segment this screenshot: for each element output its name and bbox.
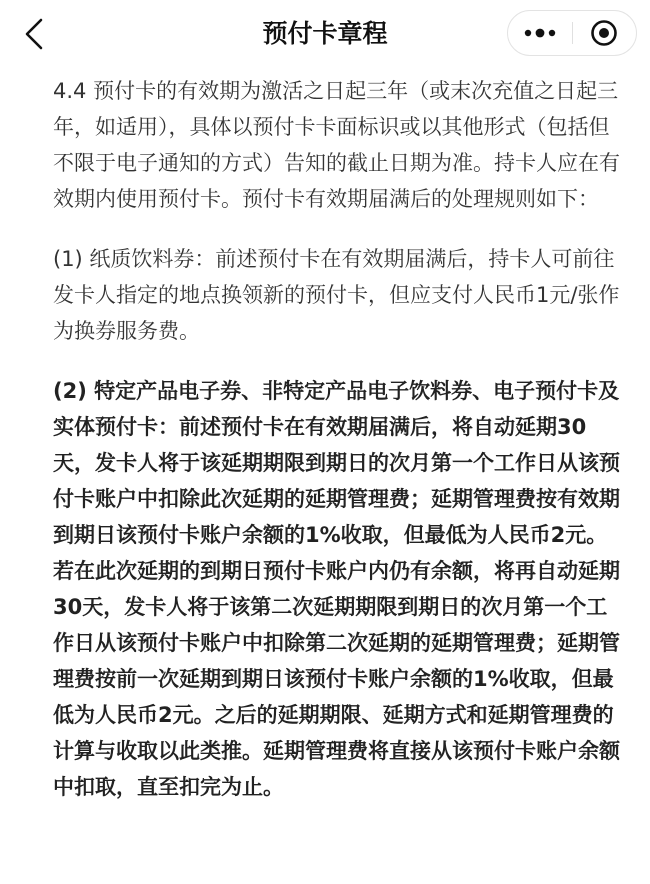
navigation-bar (0, 0, 650, 68)
mini-program-capsule (507, 10, 637, 56)
more-dots-icon (523, 28, 557, 38)
charter-content (53, 73, 625, 805)
target-close-icon (589, 18, 619, 48)
paragraph-paper-voucher: (1) 纸质饮料券：前述预付卡在有效期届满后，持卡人可前往发卡人指定的地点换领新的预付卡，但应支付人民币1元/张作为换券服务费。 (53, 247, 620, 343)
paragraph-electronic-card: (2) 特定产品电子券、非特定产品电子饮料券、电子预付卡及实体预付卡：前述预付卡在有效期届满后，将自动延期30天，发卡人将于该延期期限到期日的次月第一个工作日从该预付卡账户中扣除此次延期的延期管理费；延期管理费按有效期到期日该预付卡账户余额的1%收取，但最低为人民币2元。若在此次延期的到期日预付卡账户内仍有余额，将再自动延期30天，发卡人将于该第二次延期期限到期日的次月第一个工作日从该预付卡账户中扣除第二次延期的延期管理费；延期管理费按前一次延期到期日该预付卡账户余额的1%收取，但最低为人民币2元。之后的延期期限、延期方式和延期管理费的计算与收取以此类推。延期管理费将直接从该预付卡账户余额中扣取，直至扣完为止。 (53, 379, 620, 799)
chevron-left-icon (23, 17, 45, 51)
close-button[interactable] (573, 11, 637, 55)
more-button[interactable] (508, 11, 572, 55)
paragraph-validity: 4.4 预付卡的有效期为激活之日起三年（或末次充值之日起三年，如适用），具体以预付卡卡面标识或以其他形式（包括但不限于电子通知的方式）告知的截止日期为准。持卡人应在有效期内使用预付卡。预付卡有效期届满后的处理规则如下： (53, 79, 620, 211)
back-button[interactable] (14, 14, 54, 54)
page-title: 预付卡章程 (262, 19, 388, 48)
